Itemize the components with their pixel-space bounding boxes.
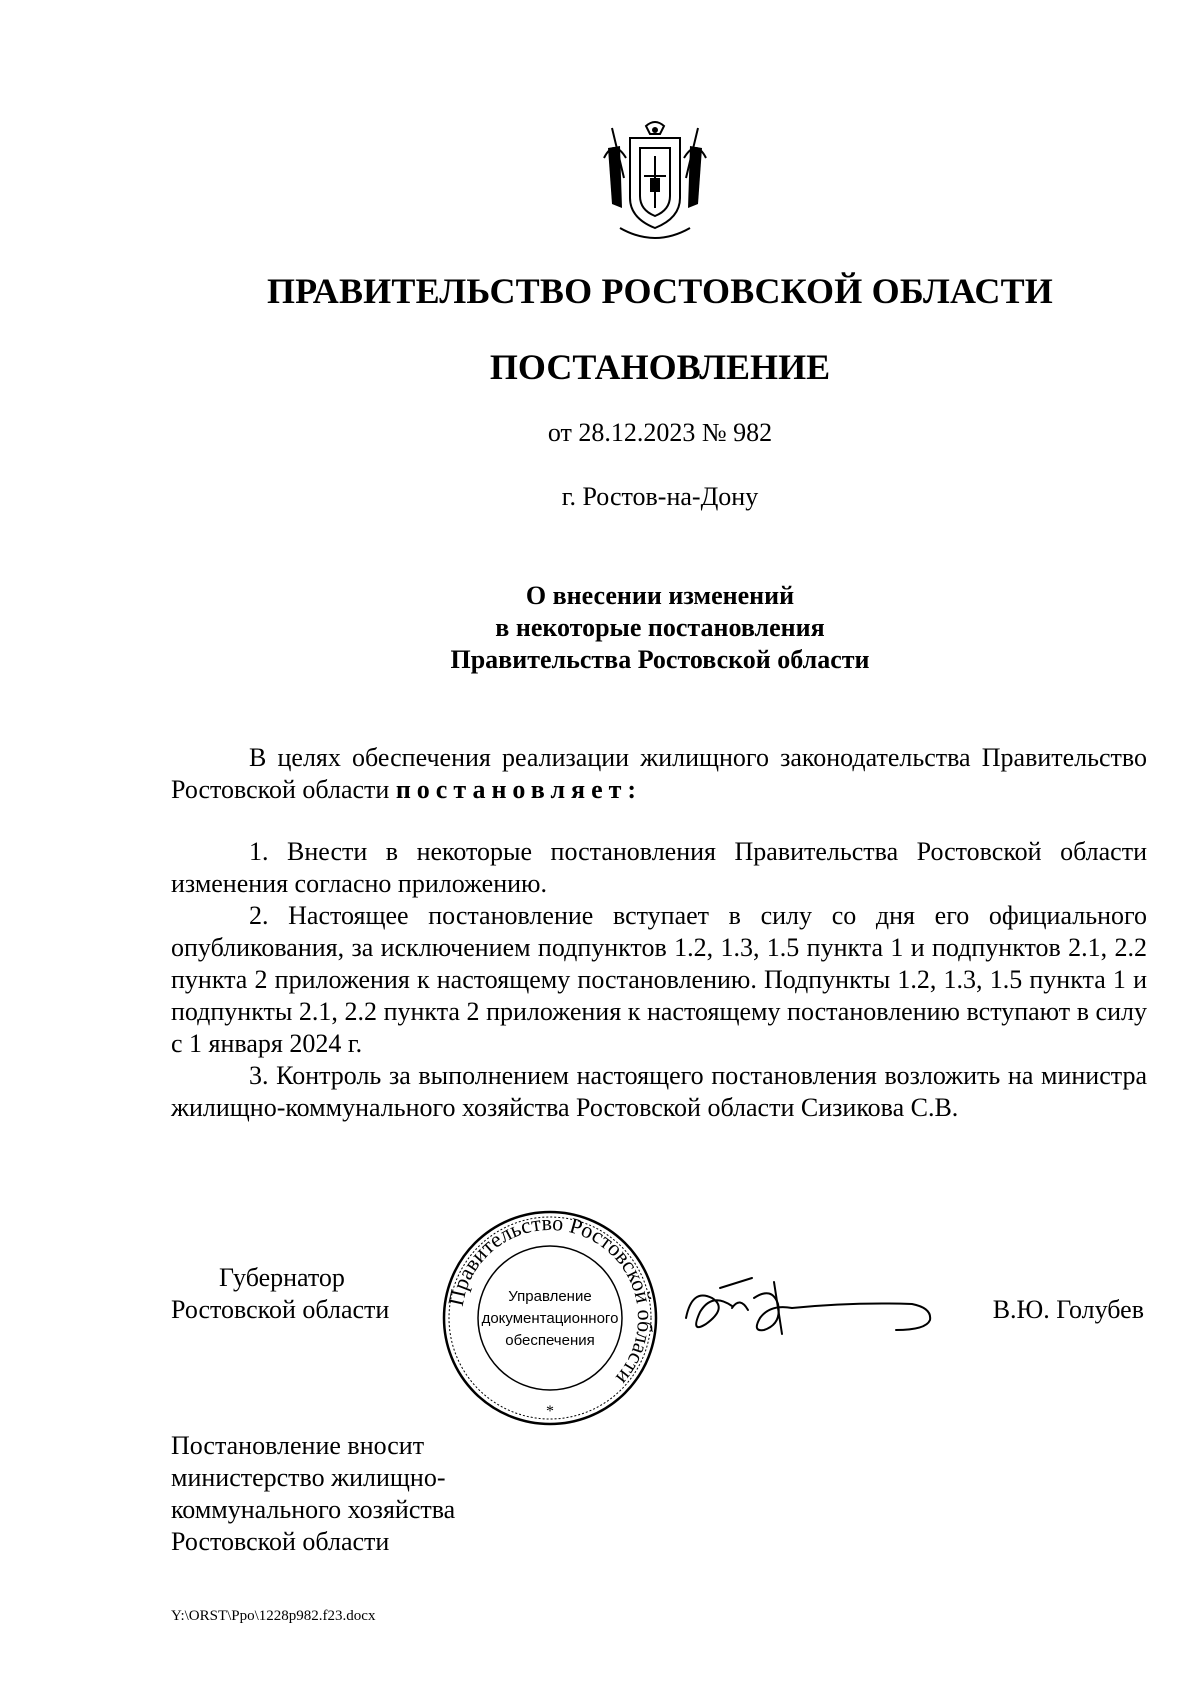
signer-name: В.Ю. Голубев [992, 1295, 1144, 1324]
document-date-number: от 28.12.2023 № 982 [547, 418, 773, 447]
submitter-line: министерство жилищно- [171, 1463, 446, 1492]
subject-line: Правительства Ростовской области [450, 645, 870, 674]
seal-inner-text [480, 1286, 620, 1352]
preamble-emphasis: постановляет: [395, 775, 643, 804]
list-item: 1. Внести в некоторые постановления Правительства Ростовской области изменения согласно приложению. [171, 837, 1147, 898]
signer-title-line: Губернатор [219, 1263, 345, 1292]
handwritten-signature [682, 1268, 942, 1348]
seal-ring-text: Правительство Ростовской области [442, 1209, 659, 1391]
official-seal-stamp [440, 1208, 660, 1428]
points-list [171, 836, 1147, 1124]
preamble-paragraph [171, 742, 1147, 806]
signer-title-line: Ростовской области [171, 1295, 390, 1324]
submitter-line: Ростовской области [171, 1527, 390, 1556]
svg-text:*: * [546, 1403, 554, 1420]
document-city: г. Ростов-на-Дону [561, 482, 759, 511]
signer-title [171, 1262, 389, 1326]
preamble-text: В целях обеспечения реализации жилищного законодательства Правительство Ростовской области [171, 743, 1147, 804]
submitter-line: коммунального хозяйства [171, 1495, 456, 1524]
submitter-note [171, 1430, 455, 1558]
subject-line: в некоторые постановления [495, 613, 825, 642]
file-path: Y:\ORST\Ppo\1228p982.f23.docx [171, 1608, 376, 1624]
organization-title: ПРАВИТЕЛЬСТВО РОСТОВСКОЙ ОБЛАСТИ [266, 271, 1054, 311]
coat-of-arms-icon [600, 118, 710, 246]
document-type: ПОСТАНОВЛЕНИЕ [489, 347, 831, 387]
document-subject [0, 580, 1200, 676]
list-item: 2. Настоящее постановление вступает в силу со дня его официального опубликования, за исключением подпунктов 1.2, 1.3, 1.5 пункта 1 и подпунктов 2.1, 2.2 пункта 2 приложения к настоящему постановлению. Подпункты 1.2, 1.3, 1.5 пункта 1 и подпункты 2.1, 2.2 пункта 2 приложения к настоящему постановлению вступают в силу с 1 января 2024 г. [171, 901, 1147, 1058]
submitter-line: Постановление вносит [171, 1431, 425, 1460]
seal-inner-line: Управление [508, 1288, 592, 1305]
subject-line: О внесении изменений [525, 581, 795, 610]
list-item: 3. Контроль за выполнением настоящего постановления возложить на министра жилищно-коммунального хозяйства Ростовской области Сизикова С.В. [171, 1061, 1147, 1122]
seal-inner-line: документационного [481, 1310, 619, 1327]
seal-inner-line: обеспечения [505, 1332, 595, 1349]
